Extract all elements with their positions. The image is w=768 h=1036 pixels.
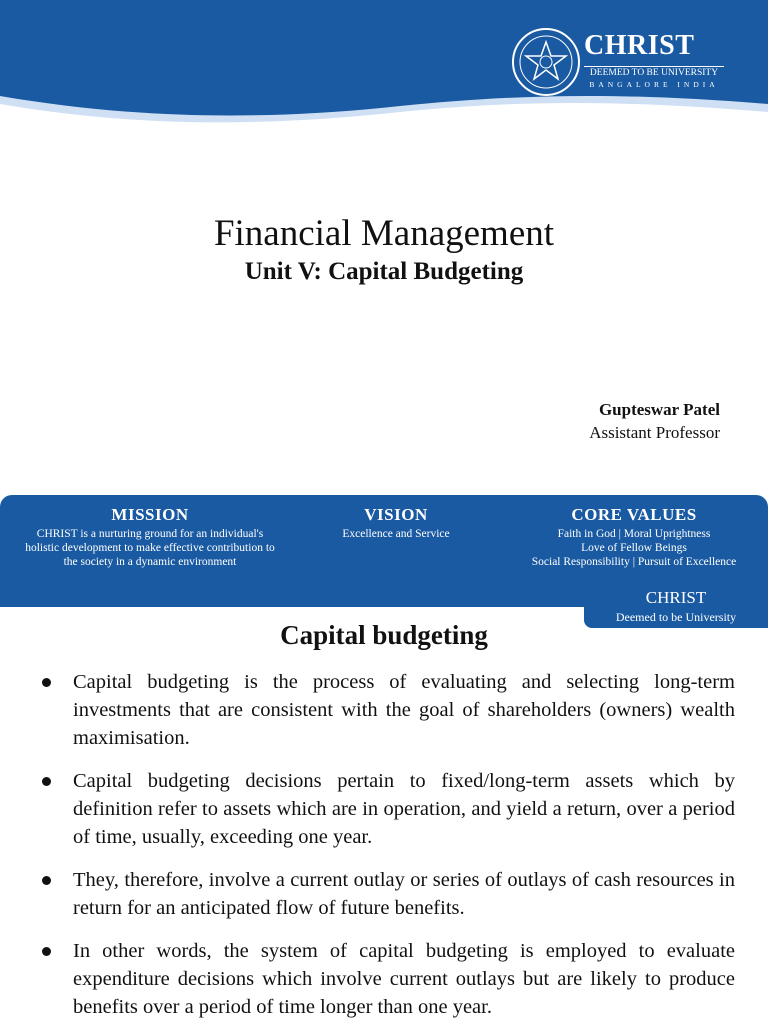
vision-text	[318, 527, 474, 541]
bullet-item	[0, 937, 768, 1021]
logo-name: CHRIST	[584, 30, 695, 61]
core-values-line: Social Responsibility | Pursuit of Excellence	[531, 556, 737, 568]
bullet-text: They, therefore, involve a current outlay or series of outlays of cash resources in return for an anticipated flow of future benefits.	[73, 869, 735, 919]
mission-text	[4, 527, 296, 569]
mission-line: holistic development to make effective contribution to	[25, 542, 275, 554]
mission-column	[4, 505, 296, 569]
core-values-column	[512, 505, 756, 569]
mission-line: CHRIST is a nurturing ground for an individual's	[36, 528, 264, 540]
mission-heading: MISSION	[111, 505, 189, 524]
slide-subtitle: Unit V: Capital Budgeting	[244, 258, 524, 285]
badge-subtitle: Deemed to be University	[615, 610, 737, 624]
mission-line: the society in a dynamic environment	[63, 556, 237, 568]
core-values-text	[512, 527, 756, 569]
bullet-item	[0, 866, 768, 922]
badge-name: CHRIST	[645, 588, 707, 607]
core-values-line: Faith in God | Moral Uprightness	[557, 528, 711, 540]
bullet-icon	[42, 876, 51, 885]
content-title: Capital budgeting	[280, 620, 488, 650]
vision-line: Excellence and Service	[342, 528, 450, 540]
core-values-line: Love of Fellow Beings	[581, 542, 687, 554]
bullet-icon	[42, 777, 51, 786]
slide-title: Financial Management	[213, 213, 555, 254]
bullet-icon	[42, 678, 51, 687]
bullet-item	[0, 767, 768, 851]
bullet-list	[0, 668, 768, 1036]
bullet-item	[0, 668, 768, 752]
author-block	[589, 400, 720, 443]
bullet-icon	[42, 947, 51, 956]
author-name: Gupteswar Patel	[598, 400, 720, 419]
vision-heading: VISION	[364, 505, 428, 524]
university-seal-icon	[510, 26, 582, 98]
bullet-text: Capital budgeting is the process of evaluating and selecting long-term investments that are consistent with the goal of shareholders (owners) wealth maximisation.	[73, 671, 735, 749]
core-values-heading: CORE VALUES	[571, 505, 697, 524]
author-role: Assistant Professor	[589, 423, 720, 442]
content-slide	[0, 610, 768, 1024]
bullet-text: In other words, the system of capital budgeting is employed to evaluate expenditure decisions which involve current outlays but are likely to produce benefits over a period of time longer than one year.	[73, 940, 735, 1018]
logo-location: BANGALORE INDIA	[589, 80, 719, 89]
vision-column	[318, 505, 474, 541]
logo-subtitle: DEEMED TO BE UNIVERSITY	[584, 66, 724, 78]
bullet-text: Capital budgeting decisions pertain to fixed/long-term assets which by definition refer to assets which are in operation, and yield a return, over a period of time, usually, exceeding one year.	[73, 770, 735, 848]
university-badge	[584, 582, 768, 628]
